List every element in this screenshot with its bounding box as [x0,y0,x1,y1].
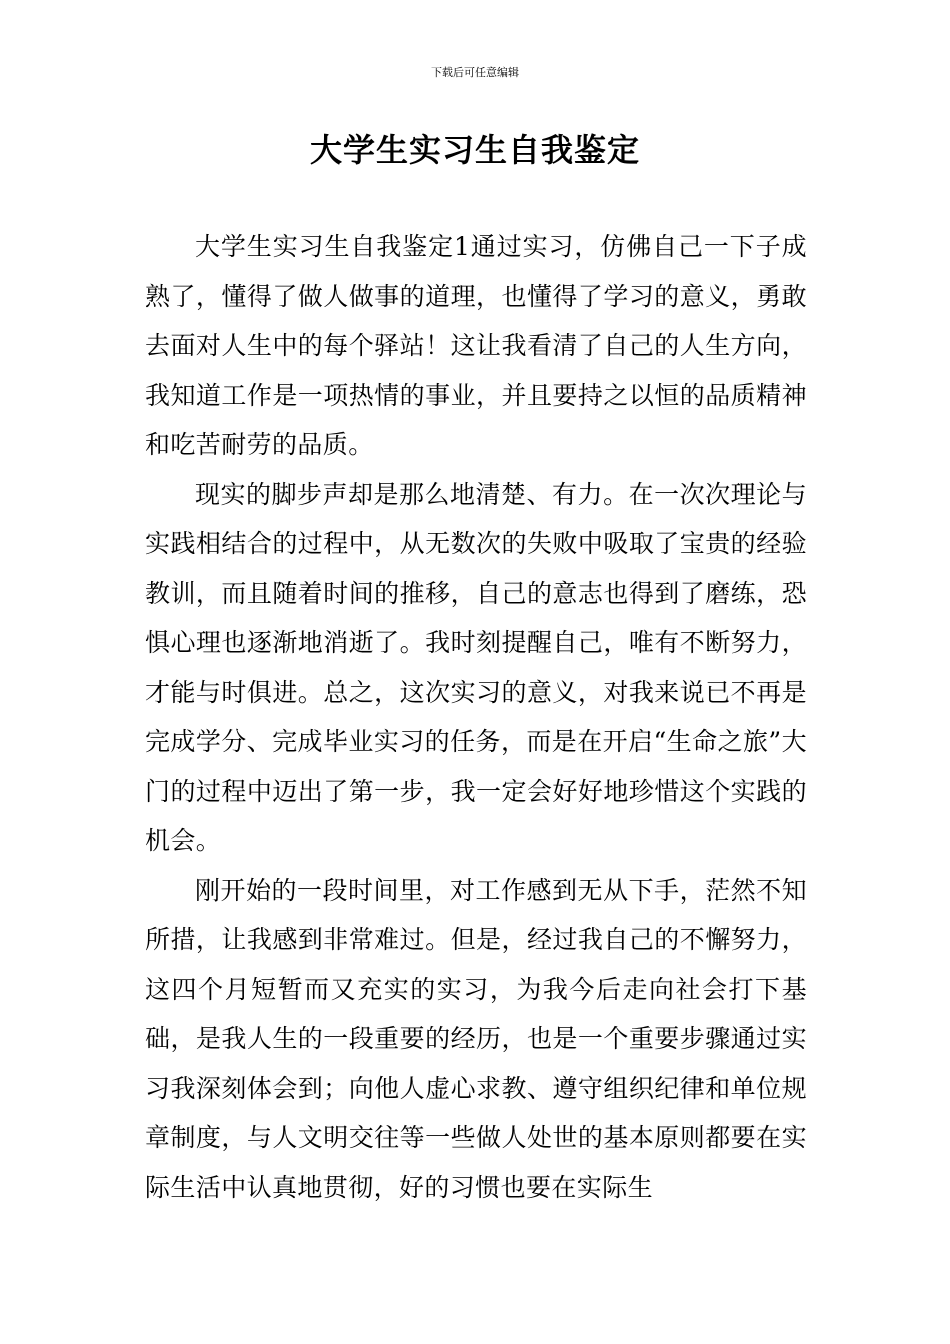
document-body [145,222,807,1212]
header-note: 下载后可任意编辑 [431,66,519,79]
paragraph-3: 刚开始的一段时间里，对工作感到无从下手，茫然不知所措，让我感到非常难过。但是，经过我自己的不懈努力，这四个月短暂而又充实的实习，为我今后走向社会打下基础，是我人生的一段重要的经历，也是一个重要步骤通过实习我深刻体会到；向他人虚心求教、遵守组织纪律和单位规章制度，与人文明交往等一些做人处世的基本原则都要在实际生活中认真地贯彻，好的习惯也要在实际生 [145,875,807,1202]
paragraph-2: 现实的脚步声却是那么地清楚、有力。在一次次理论与实践相结合的过程中，从无数次的失败中吸取了宝贵的经验教训，而且随着时间的推移，自己的意志也得到了磨练，恐惧心理也逐渐地消逝了。我时刻提醒自己，唯有不断努力，才能与时俱进。总之，这次实习的意义，对我来说已不再是完成学分、完成毕业实习的任务，而是在开启“生命之旅”大门的过程中迈出了第一步，我一定会好好地珍惜这个实践的机会。 [145,479,807,855]
paragraph-1: 大学生实习生自我鉴定1通过实习，仿佛自己一下子成熟了，懂得了做人做事的道理，也懂得了学习的意义，勇敢去面对人生中的每个驿站！这让我看清了自己的人生方向，我知道工作是一项热情的事业，并且要持之以恒的品质精神和吃苦耐劳的品质。 [145,232,807,459]
document-title: 大学生实习生自我鉴定 [309,131,640,169]
